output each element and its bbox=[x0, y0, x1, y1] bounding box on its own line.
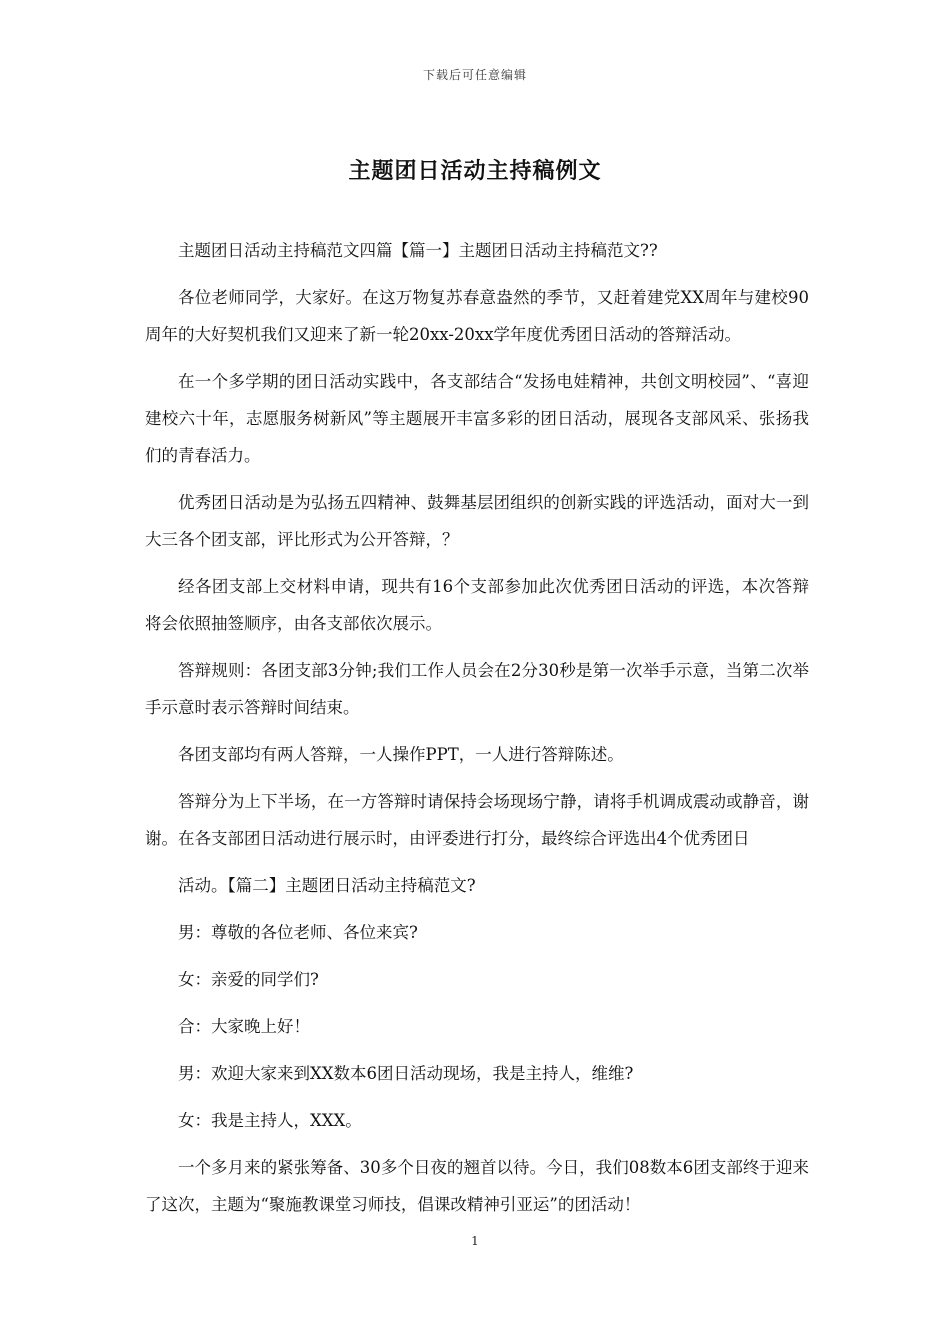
paragraph: 活动。【篇二】主题团日活动主持稿范文? bbox=[178, 876, 476, 895]
page-number: 1 bbox=[471, 1234, 479, 1248]
paragraph: 主题团日活动主持稿范文四篇【篇一】主题团日活动主持稿范文?? bbox=[178, 241, 658, 260]
paragraph: 经各团支部上交材料申请，现共有16个支部参加此次优秀团日活动的评选，本次答辩将会依照抽签顺序，由各支部依次展示。 bbox=[145, 577, 809, 633]
document-title: 主题团日活动主持稿例文 bbox=[348, 158, 602, 184]
paragraph: 优秀团日活动是为弘扬五四精神、鼓舞基层团组织的创新实践的评选活动，面对大一到大三各个团支部，评比形式为公开答辩，？ bbox=[145, 493, 809, 549]
document-body bbox=[145, 232, 809, 1233]
paragraph: 男：欢迎大家来到XX数本6团日活动现场，我是主持人，维维? bbox=[178, 1064, 634, 1083]
paragraph: 答辩规则：各团支部3分钟;我们工作人员会在2分30秒是第一次举手示意，当第二次举手示意时表示答辩时间结束。 bbox=[145, 661, 809, 717]
paragraph: 答辩分为上下半场，在一方答辩时请保持会场现场宁静，请将手机调成震动或静音，谢谢。在各支部团日活动进行展示时，由评委进行打分，最终综合评选出4个优秀团日 bbox=[145, 792, 809, 848]
paragraph: 合：大家晚上好！ bbox=[178, 1017, 310, 1036]
paragraph: 一个多月来的紧张筹备、30多个日夜的翘首以待。今日，我们08数本6团支部终于迎来了这次，主题为“聚施教课堂习师技，倡课改精神引亚运”的团活动！ bbox=[145, 1158, 809, 1214]
paragraph: 女：亲爱的同学们? bbox=[178, 970, 319, 989]
paragraph: 在一个多学期的团日活动实践中，各支部结合“发扬电娃精神，共创文明校园”、“喜迎建校六十年，志愿服务树新风”等主题展开丰富多彩的团日活动，展现各支部风采、张扬我们的青春活力。 bbox=[145, 372, 809, 465]
page-header-note: 下载后可任意编辑 bbox=[422, 68, 527, 82]
paragraph: 各团支部均有两人答辩，一人操作PPT，一人进行答辩陈述。 bbox=[178, 745, 624, 764]
paragraph: 女：我是主持人，XXX。 bbox=[178, 1111, 362, 1130]
paragraph: 各位老师同学，大家好。在这万物复苏春意盎然的季节，又赶着建党XX周年与建校90周年的大好契机我们又迎来了新一轮20xx-20xx学年度优秀团日活动的答辩活动。 bbox=[145, 288, 809, 344]
paragraph: 男：尊敬的各位老师、各位来宾? bbox=[178, 923, 418, 942]
